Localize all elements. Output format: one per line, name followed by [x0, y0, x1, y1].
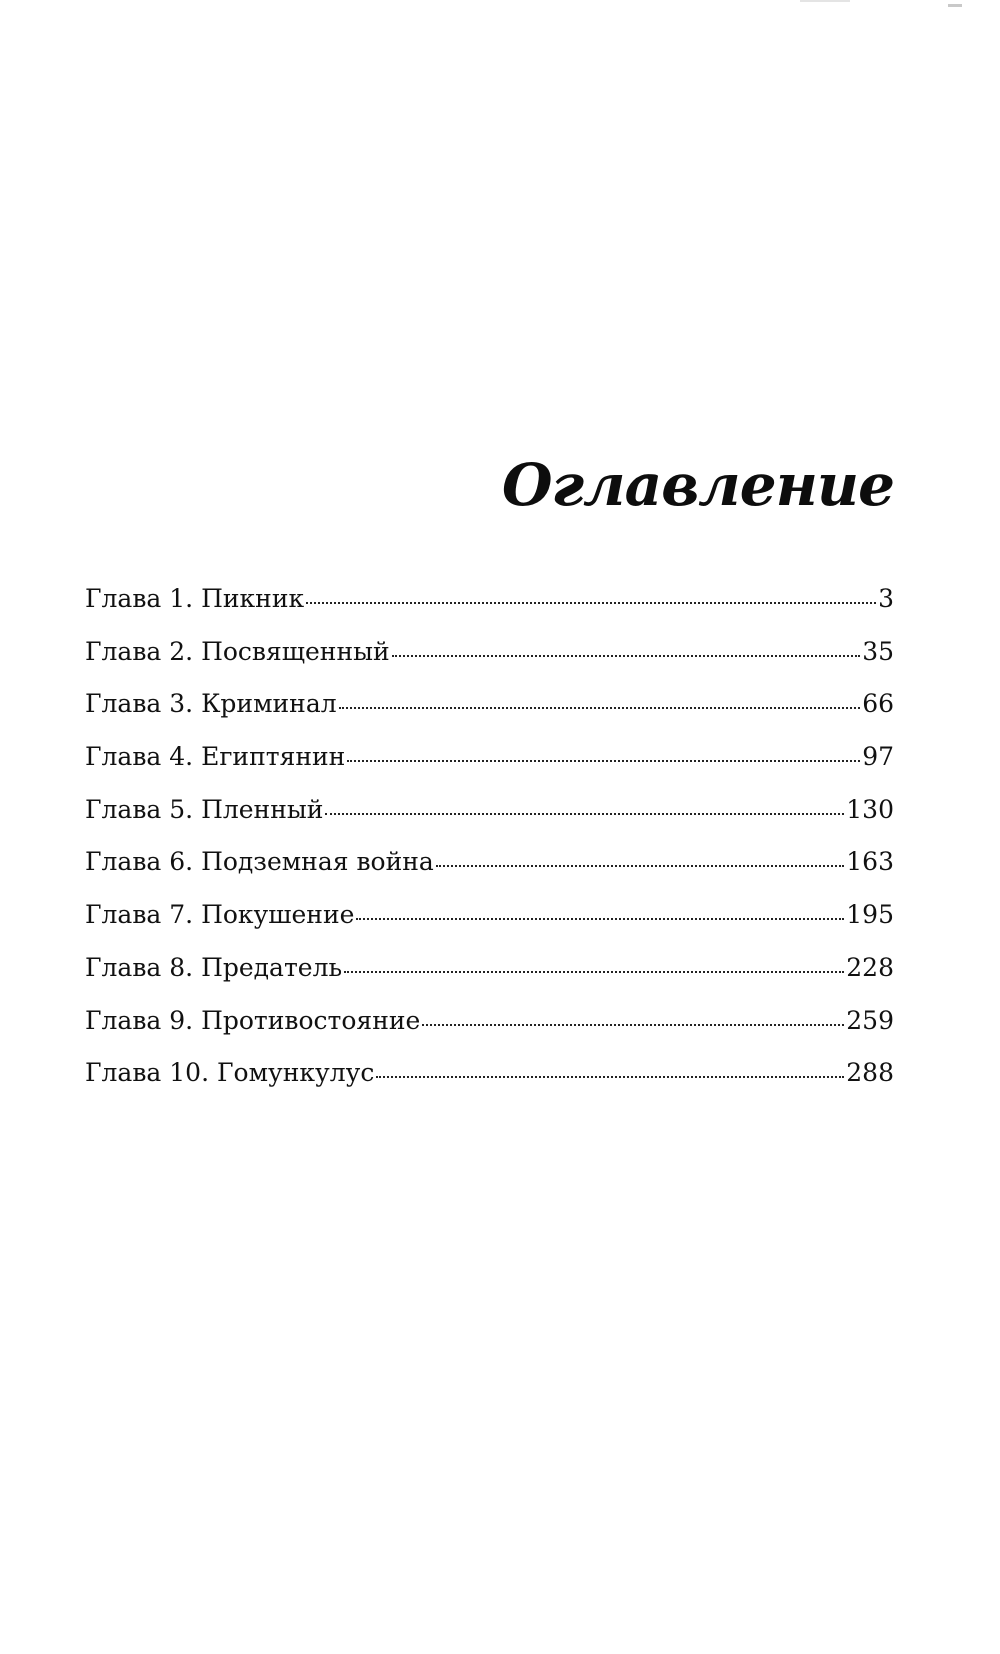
toc-entry-page: 3	[878, 584, 894, 613]
toc-entry	[85, 794, 894, 850]
dot-leader	[339, 707, 861, 709]
toc-entry-page: 97	[862, 742, 894, 772]
toc-entry	[85, 586, 894, 639]
page-title: Оглавление	[502, 451, 894, 519]
toc-entry-title: Глава 5. Пленный	[85, 794, 324, 824]
scan-mark	[948, 4, 962, 7]
toc-entry	[85, 849, 894, 902]
dot-leader	[325, 813, 844, 815]
dot-leader	[356, 918, 844, 920]
toc-entry-page: 228	[846, 952, 894, 982]
toc-entry-page: 195	[846, 900, 894, 930]
toc-entry-title: Глава 8. Предатель	[85, 952, 343, 982]
dot-leader	[436, 865, 844, 867]
toc-entry-page: 163	[846, 847, 894, 877]
table-of-contents	[85, 586, 894, 1113]
dot-leader	[376, 1076, 844, 1078]
toc-entry-title: Глава 4. Египтянин	[85, 742, 346, 772]
toc-entry-page: 35	[862, 636, 894, 666]
dot-leader	[422, 1024, 844, 1026]
toc-entry	[85, 636, 894, 692]
toc-entry-title: Глава 1. Пикник	[85, 584, 305, 613]
toc-entry-title: Глава 10. Гомункулус	[85, 1058, 375, 1088]
toc-entry	[85, 691, 894, 744]
toc-entry	[85, 1005, 894, 1061]
toc-entry-title: Глава 2. Посвященный	[85, 636, 390, 666]
toc-entry-page: 259	[846, 1005, 894, 1035]
dot-leader	[392, 655, 861, 657]
toc-entry-title: Глава 7. Покушение	[85, 900, 355, 930]
toc-entry-page: 288	[846, 1058, 894, 1088]
toc-entry-page: 130	[846, 794, 894, 824]
dot-leader	[344, 971, 844, 973]
toc-entry-page: 66	[862, 689, 894, 719]
toc-entry	[85, 1060, 894, 1113]
toc-entry-title: Глава 9. Противостояние	[85, 1005, 421, 1035]
toc-entry-title: Глава 3. Криминал	[85, 689, 337, 719]
toc-entry	[85, 952, 894, 1008]
toc-entry-title: Глава 6. Подземная война	[85, 847, 434, 877]
toc-entry	[85, 744, 894, 797]
toc-entry	[85, 902, 894, 955]
dot-leader	[306, 602, 876, 604]
dot-leader	[347, 760, 860, 762]
scan-mark	[800, 0, 850, 2]
